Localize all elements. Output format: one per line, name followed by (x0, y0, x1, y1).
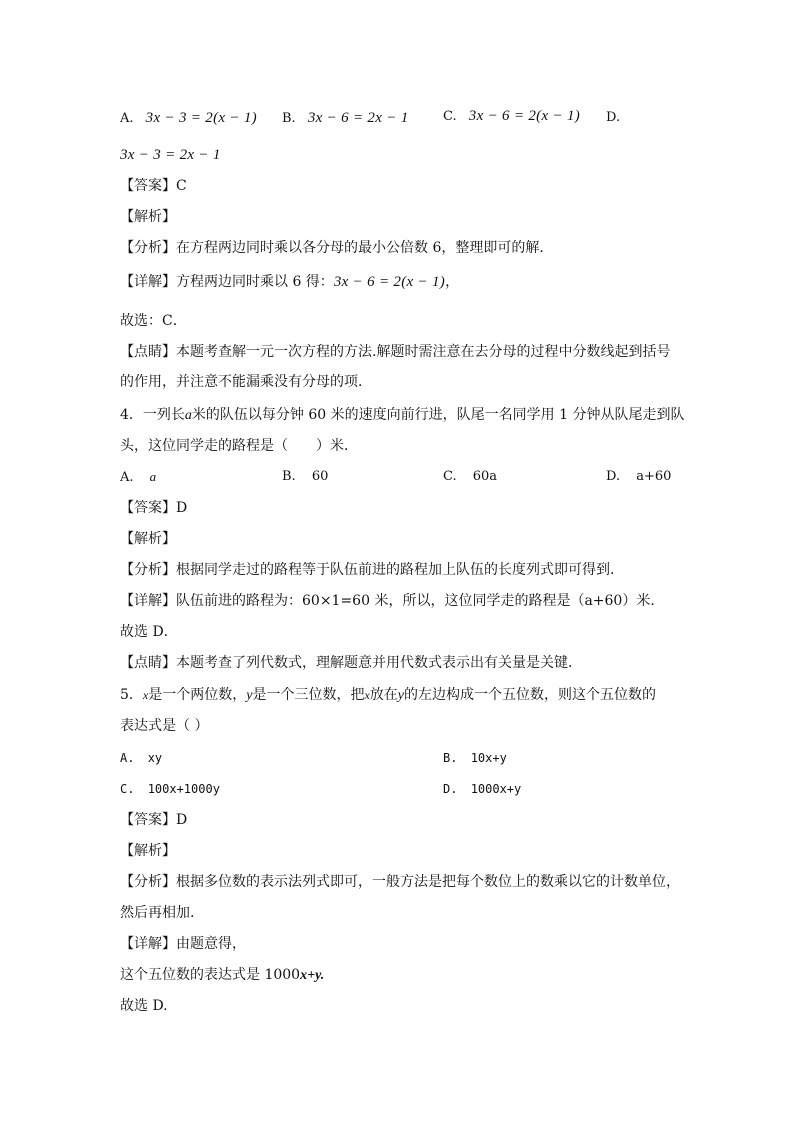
result-text: 这个五位数的表达式是 1000 (120, 967, 301, 983)
q4-stem-line2: 头，这位同学走的路程是（ ）米． (120, 438, 358, 454)
option-text: 100x+1000y (147, 782, 220, 796)
q3-option-a (120, 108, 257, 129)
option-text: 1000x+y (470, 782, 522, 796)
q4-option-b (282, 467, 328, 487)
option-letter: D. (606, 469, 621, 484)
option-text: 60 (311, 469, 329, 484)
q3-xiangjie (120, 272, 459, 292)
q3-option-c (443, 106, 580, 127)
q5-result (120, 965, 324, 986)
q3-fenxi: 【分析】在方程两边同时乘以各分母的最小公倍数 6，整理即可的解． (120, 240, 554, 256)
q4-analysis-heading: 【解析】 (120, 531, 176, 547)
option-letter: B. (443, 751, 458, 765)
q4-option-c (443, 467, 497, 487)
stem-variable: a (184, 408, 192, 423)
xiangjie-prefix: 【详解】方程两边同时乘以 6 得： (120, 274, 334, 290)
q4-conclusion: 故选 D． (120, 624, 178, 640)
option-letter: C. (443, 109, 457, 124)
stem-text: 的左边构成一个五位数，则这个五位数的 (404, 687, 657, 703)
option-text: a+60 (636, 469, 672, 484)
q5-stem-line1 (120, 685, 656, 706)
stem-text: 放在 (369, 687, 398, 703)
xiangjie-expr: 3x − 6 = 2(x − 1) (333, 274, 446, 290)
q3-option-d (606, 108, 620, 128)
q5-conclusion: 故选 D. (120, 998, 168, 1014)
stem-text: 米的队伍以每分钟 60 米的速度向前行进，队尾一名同学用 1 分钟从队尾走到队 (191, 407, 685, 423)
q3-analysis-heading: 【解析】 (120, 209, 176, 225)
option-letter: D. (606, 110, 621, 125)
option-letter: A. (120, 111, 134, 126)
stem-variable: y (397, 688, 405, 703)
q4-option-a (120, 467, 156, 488)
option-text: 10x+y (470, 751, 507, 765)
option-text: a (149, 469, 157, 484)
q5-answer: 【答案】D (120, 812, 188, 828)
option-letter: B. (282, 469, 296, 484)
option-letter: D. (443, 782, 458, 796)
q4-answer: 【答案】D (120, 500, 188, 516)
q5-xiangjie: 【详解】由题意得， (120, 936, 246, 952)
option-letter: C. (120, 782, 135, 796)
q4-dianjing: 【点睛】本题考查了列代数式，理解题意并用代数式表示出有关量是关键． (120, 655, 582, 671)
q5-option-c (120, 779, 220, 799)
stem-text: 是一个三位数，把 (252, 687, 365, 703)
option-letter: C. (443, 469, 457, 484)
stem-variable: x (364, 688, 370, 702)
q4-option-d (606, 467, 671, 487)
option-letter: A. (120, 470, 134, 485)
result-expr: x+y. (300, 968, 325, 983)
xiangjie-suffix: ， (445, 274, 460, 290)
q5-option-a (120, 748, 162, 768)
q5-stem-line2: 表达式是（ ） (120, 718, 209, 734)
q5-fenxi-line1: 【分析】根据多位数的表示法列式即可，一般方法是把每个数位上的数乘以它的计数单位， (120, 874, 680, 890)
q3-dianjing-line2: 的作用，并注意不能漏乘没有分母的项． (120, 374, 372, 390)
stem-text: 是一个两位数， (148, 687, 247, 703)
stem-variable: y (246, 688, 253, 703)
option-expr: 3x − 6 = 2x − 1 (307, 110, 409, 126)
q4-stem-line1 (120, 405, 684, 426)
q3-dianjing-line1: 【点睛】本题考查解一元一次方程的方法.解题时需注意在去分母的过程中分数线起到括号 (120, 344, 671, 360)
stem-text: 5． (120, 687, 143, 703)
option-expr: 3x − 6 = 2(x − 1) (468, 108, 581, 124)
q3-answer: 【答案】C (120, 178, 187, 194)
q3-option-d-expr: 3x − 3 = 2x − 1 (120, 147, 221, 163)
q5-option-d (443, 779, 521, 799)
stem-variable: x (142, 688, 149, 702)
option-expr: 3x − 3 = 2(x − 1) (145, 110, 257, 126)
q4-xiangjie: 【详解】队伍前进的路程为：60×1=60 米，所以，这位同学走的路程是（a+60）米． (120, 593, 665, 609)
option-text: xy (147, 751, 163, 765)
q4-fenxi: 【分析】根据同学走过的路程等于队伍前进的路程加上队伍的长度列式即可得到． (120, 562, 624, 578)
option-letter: A. (120, 751, 135, 765)
q3-conclusion: 故选：C． (120, 313, 187, 329)
q5-option-b (443, 748, 507, 768)
option-text: 60a (472, 469, 498, 484)
q5-fenxi-line2: 然后再相加. (120, 905, 195, 921)
option-letter: B. (282, 111, 296, 126)
stem-text: 4．一列长 (120, 407, 185, 423)
q3-option-b (282, 108, 409, 129)
q5-analysis-heading: 【解析】 (120, 843, 176, 859)
